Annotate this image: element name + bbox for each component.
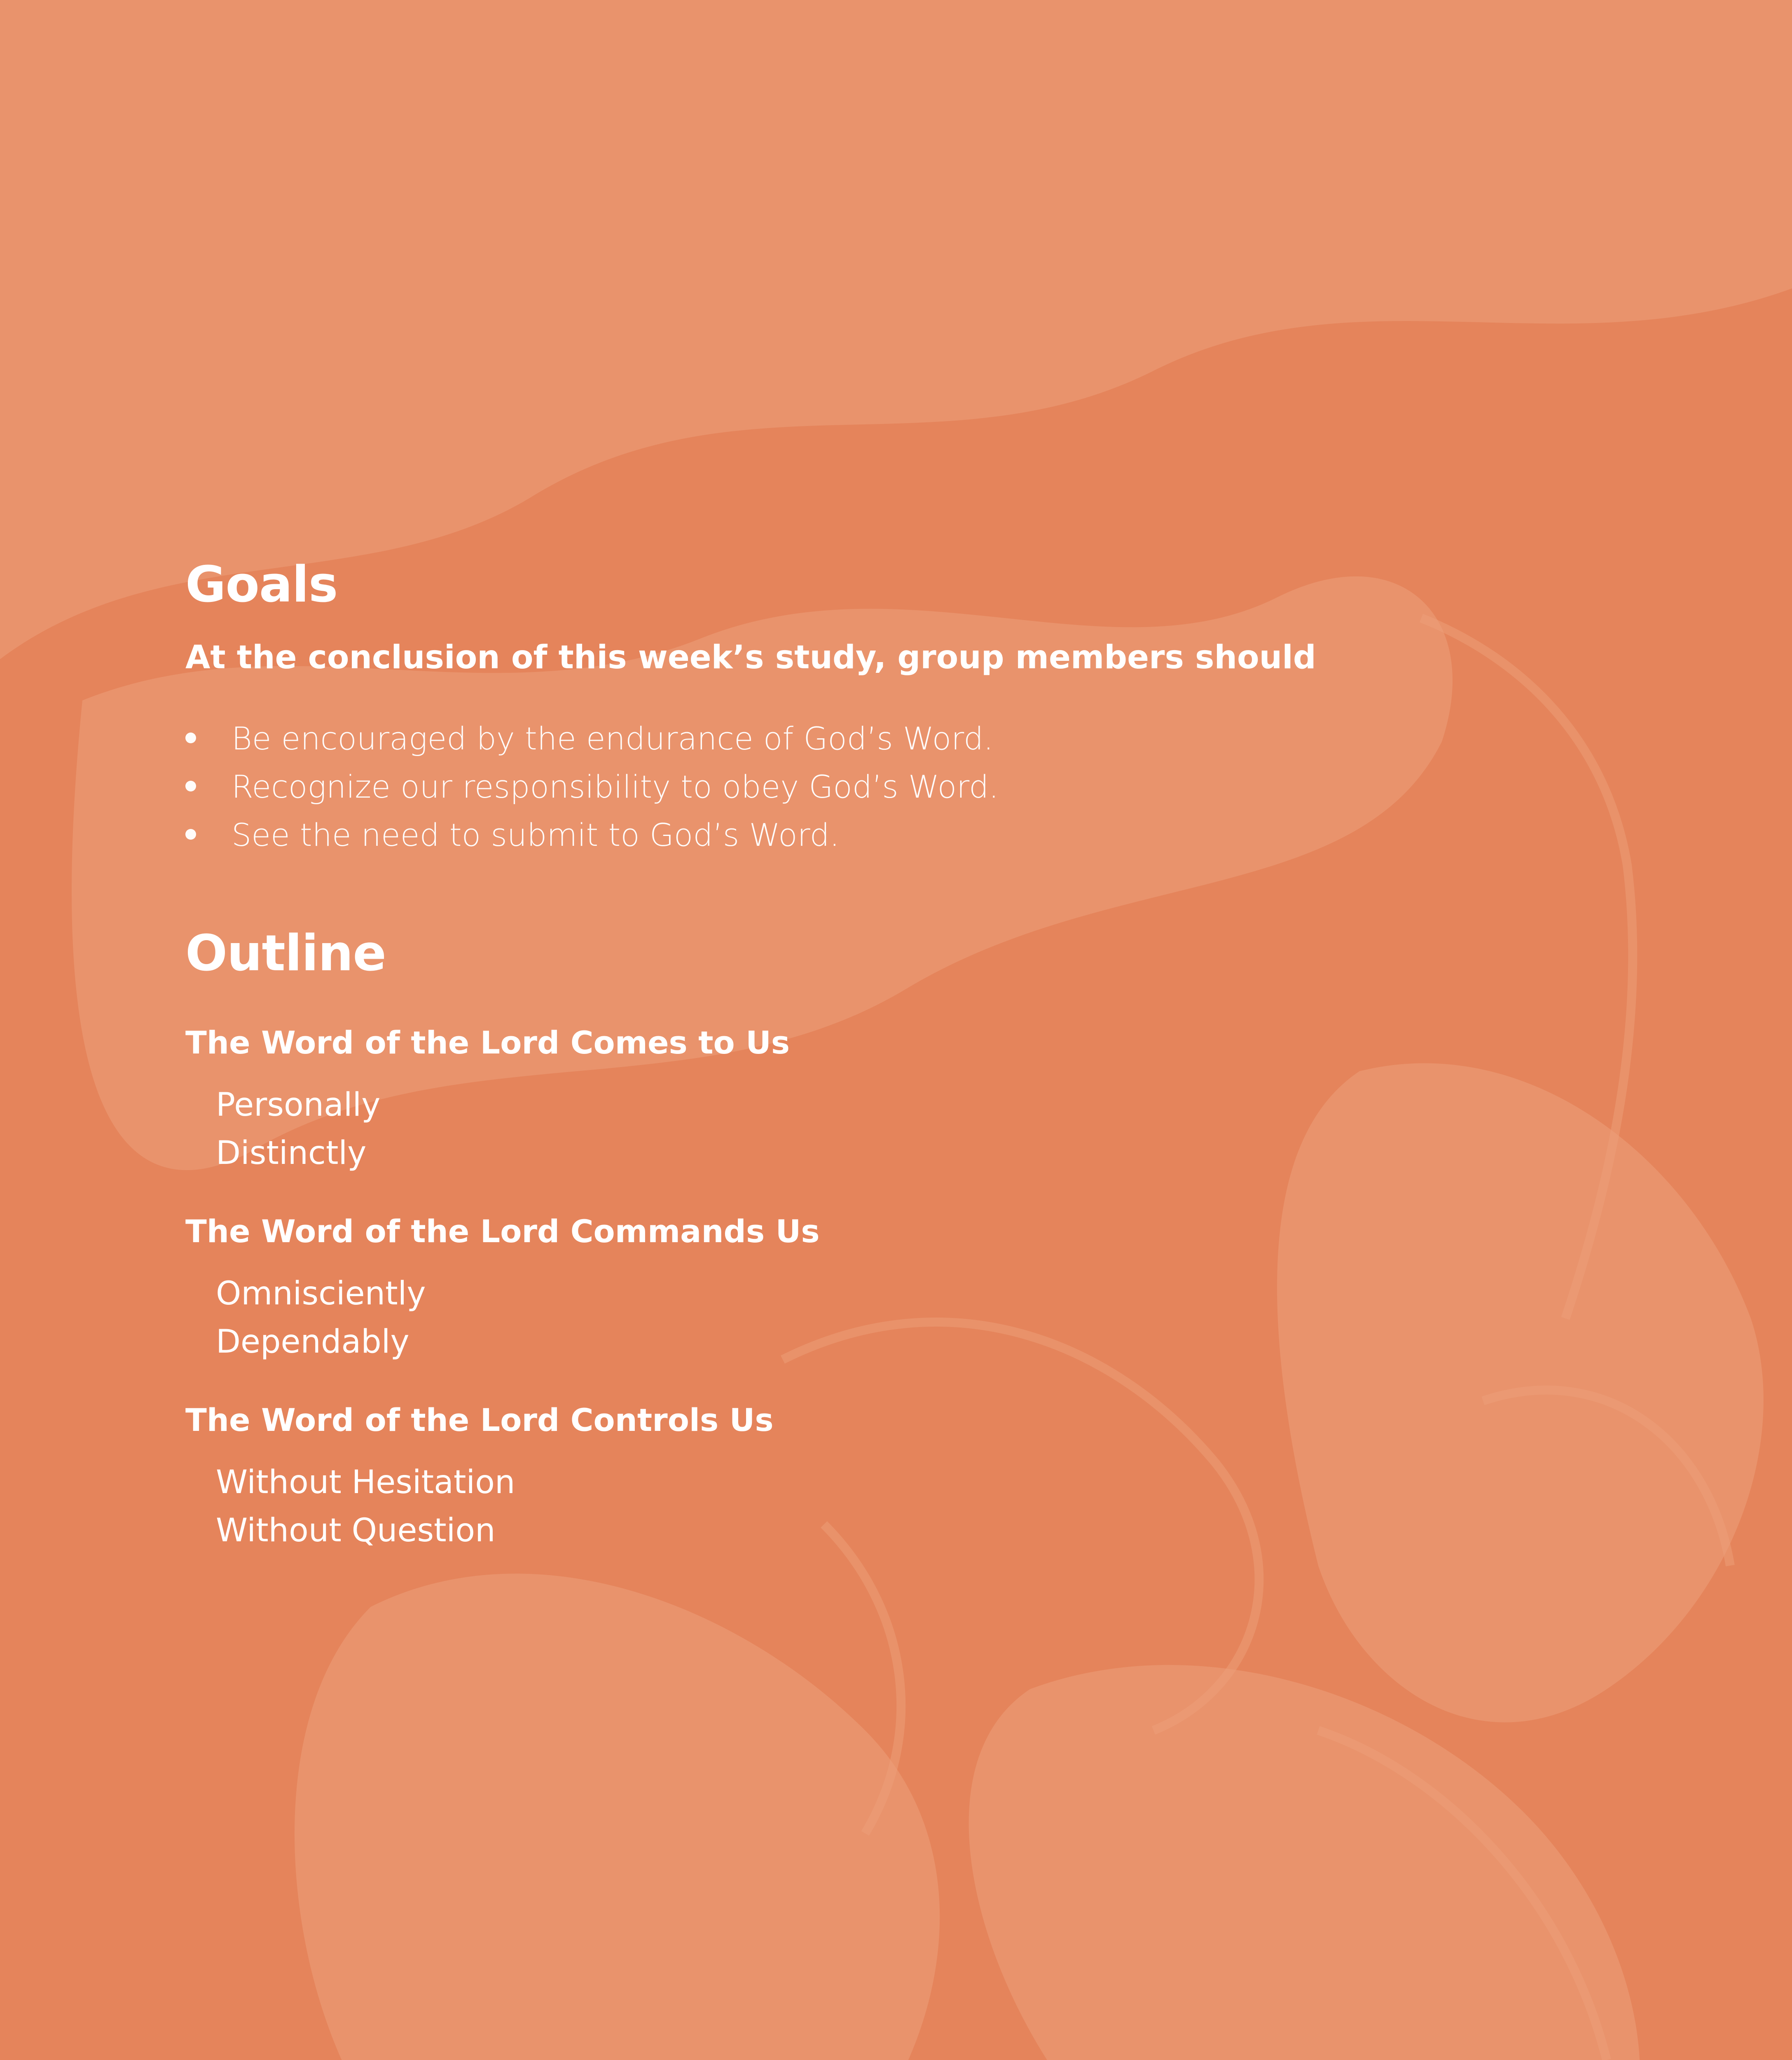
goal-text: Be encouraged by the endurance of God’s Word. (232, 720, 994, 757)
outline-point: Distinctly (216, 1134, 367, 1172)
list-item (185, 811, 1586, 859)
goal-text: Recognize our responsibility to obey God’s Word. (232, 768, 999, 805)
list-item (185, 763, 1586, 811)
bullet-icon (185, 781, 196, 791)
bullet-icon (185, 733, 196, 743)
goal-text: See the need to submit to God’s Word. (232, 816, 840, 853)
outline-point: Personally (216, 1086, 381, 1124)
outline-heading: Outline (185, 925, 386, 982)
outline-points (185, 1458, 1586, 1555)
goals-heading: Goals (185, 556, 338, 613)
outline-point: Omnisciently (216, 1275, 426, 1312)
outline-section (185, 1213, 1586, 1366)
outline-section-title: The Word of the Lord Commands Us (185, 1213, 820, 1250)
outline-section-title: The Word of the Lord Comes to Us (185, 1024, 790, 1061)
main-content (185, 556, 1586, 1555)
bullet-icon (185, 829, 196, 840)
outline-point: Without Question (216, 1512, 496, 1550)
outline-section (185, 1024, 1586, 1177)
outline-section (185, 1401, 1586, 1555)
goals-list (185, 714, 1586, 859)
goals-intro: At the conclusion of this week’s study, group members should (185, 639, 1316, 676)
outline-point: Without Hesitation (216, 1464, 515, 1501)
outline-points (185, 1270, 1586, 1366)
outline-points (185, 1081, 1586, 1177)
outline-section-title: The Word of the Lord Controls Us (185, 1401, 774, 1438)
outline-point: Dependably (216, 1323, 409, 1360)
list-item (185, 714, 1586, 763)
